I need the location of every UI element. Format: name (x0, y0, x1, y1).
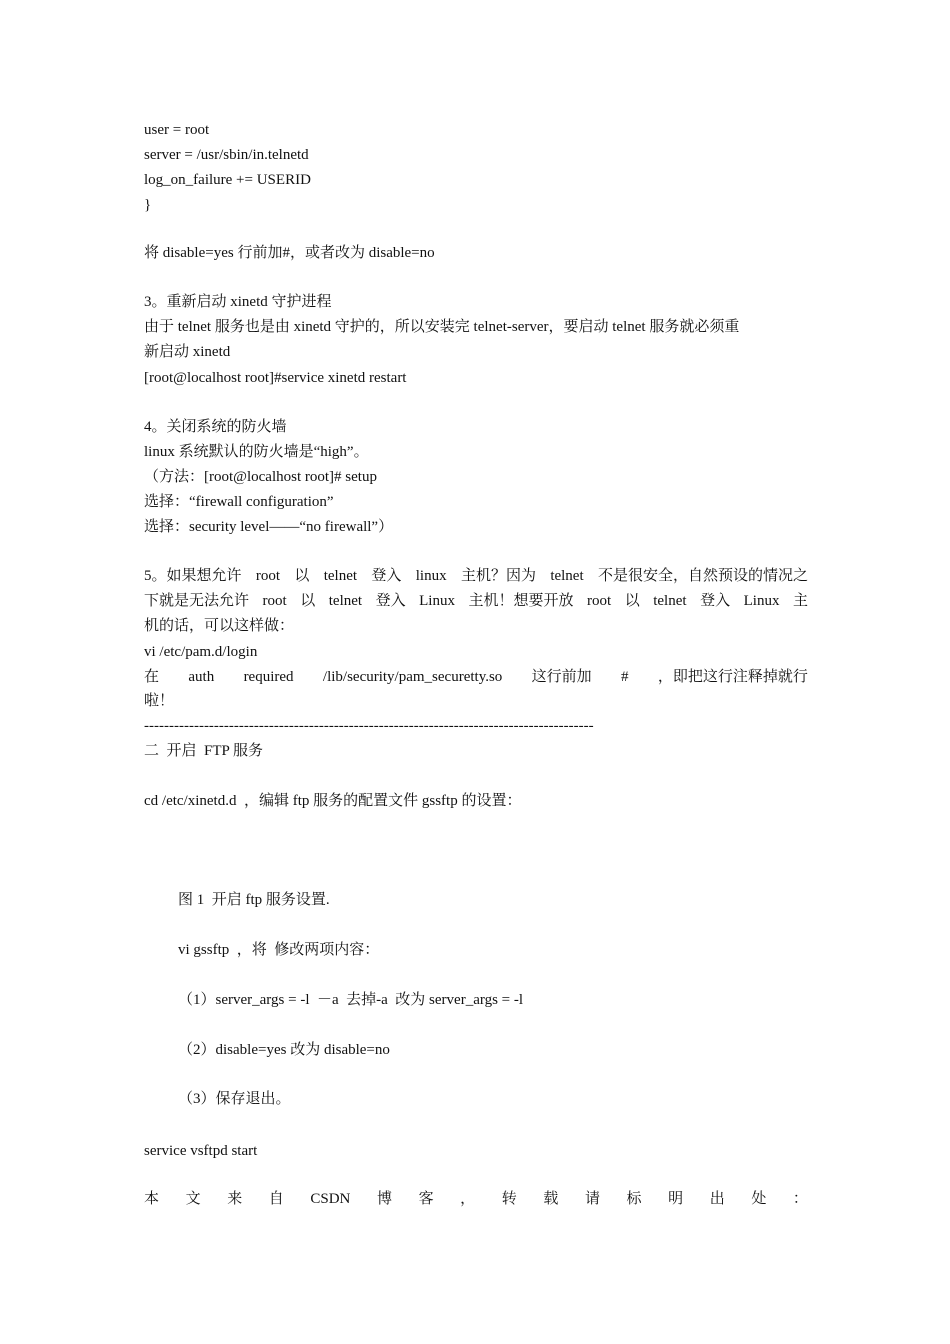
word: 主机？因为 (460, 568, 536, 584)
word: root (262, 593, 287, 609)
step4-line4: 选择：security level——“no firewall”） (144, 519, 394, 535)
word: linux (415, 568, 447, 584)
word: 5。如果想允许 (144, 568, 242, 584)
config-closing-brace: } (144, 197, 152, 213)
step5-line5 (144, 667, 808, 687)
step5-line1 (144, 566, 808, 586)
word: 来 (227, 1191, 243, 1207)
step4-title: 4。关闭系统的防火墙 (144, 419, 287, 435)
step5-line3: 机的话，可以这样做： (144, 618, 295, 634)
word: required (243, 669, 294, 685)
word: 明 (668, 1191, 684, 1207)
config-line-log: log_on_failure += USERID (144, 172, 311, 188)
ftp-item-2: （2）disable=yes 改为 disable=no (178, 1042, 390, 1058)
word: 博 (376, 1191, 392, 1207)
word: Linux (743, 593, 780, 609)
step4-line1: linux 系统默认的防火墙是“high”。 (144, 444, 369, 460)
disable-instruction: 将 disable=yes 行前加#，或者改为 disable=no (144, 245, 435, 261)
word: 处 (751, 1191, 767, 1207)
word: ， (460, 1191, 476, 1207)
word: 以 (300, 593, 316, 609)
word: 请 (584, 1191, 600, 1207)
word: 载 (543, 1191, 559, 1207)
word: telnet (653, 593, 687, 609)
figure-caption: 图 1 开启 ftp 服务设置. (178, 892, 330, 908)
word: auth (188, 669, 215, 685)
word: 本 (144, 1191, 160, 1207)
step3-desc-line1: 由于 telnet 服务也是由 xinetd 守护的，所以安装完 telnet-server，要启动 telnet 服务就必须重 (144, 319, 740, 335)
word: 主 (792, 593, 808, 609)
word: 自 (268, 1191, 284, 1207)
word: 登入 (700, 593, 731, 609)
ftp-edit-line: vi gssftp ，将 修改两项内容： (178, 942, 380, 958)
word: 下就是无法允许 (144, 593, 250, 609)
word: 客 (418, 1191, 434, 1207)
ftp-item-3: （3）保存退出。 (178, 1091, 291, 1107)
word: 出 (709, 1191, 725, 1207)
word: telnet (323, 568, 358, 584)
word: root (255, 568, 281, 584)
word: # (621, 669, 629, 685)
step3-desc-line2: 新启动 xinetd (144, 344, 231, 360)
word: ： (792, 1191, 808, 1207)
word: Linux (419, 593, 455, 609)
step4-line2: （方法：[root@localhost root]# setup (144, 469, 377, 485)
word: 以 (294, 568, 310, 584)
step4-line3: 选择：“firewall configuration” (144, 494, 334, 510)
step3-title: 3。重新启动 xinetd 守护进程 (144, 294, 332, 310)
ftp-section-heading: 二 开启 FTP 服务 (144, 743, 264, 759)
word: telnet (328, 593, 363, 609)
word: 文 (185, 1191, 201, 1207)
word: root (587, 593, 612, 609)
word: ，即把这行注释掉就行 (657, 669, 808, 685)
word: /lib/security/pam_securetty.so (322, 669, 503, 685)
ftp-start-command: service vsftpd start (144, 1143, 258, 1159)
config-line-user: user = root (144, 122, 210, 138)
word: 在 (144, 669, 160, 685)
word: 不是很安全，自然预设的情况之 (597, 568, 808, 584)
word: 标 (626, 1191, 642, 1207)
step3-command: [root@localhost root]#service xinetd restart (144, 370, 407, 386)
word: 这行前加 (531, 669, 592, 685)
ftp-intro: cd /etc/xinetd.d ，编辑 ftp 服务的配置文件 gssftp 的设置： (144, 793, 522, 809)
section-separator: ------------------------------------------------------------------------------------------ (144, 718, 594, 734)
step5-line2 (144, 591, 808, 611)
word: 登入 (375, 593, 406, 609)
config-line-server: server = /usr/sbin/in.telnetd (144, 147, 309, 163)
word: CSDN (310, 1191, 351, 1207)
word: 以 (624, 593, 640, 609)
word: telnet (550, 568, 584, 584)
word: 登入 (371, 568, 402, 584)
word: 主机！想要开放 (468, 593, 574, 609)
word: 转 (501, 1191, 517, 1207)
ftp-item-1: （1）server_args = -l －a 去掉-a 改为 server_args = -l (178, 992, 524, 1008)
source-footer (144, 1189, 808, 1209)
step5-command: vi /etc/pam.d/login (144, 644, 258, 660)
step5-line6: 啦！ (144, 693, 175, 709)
